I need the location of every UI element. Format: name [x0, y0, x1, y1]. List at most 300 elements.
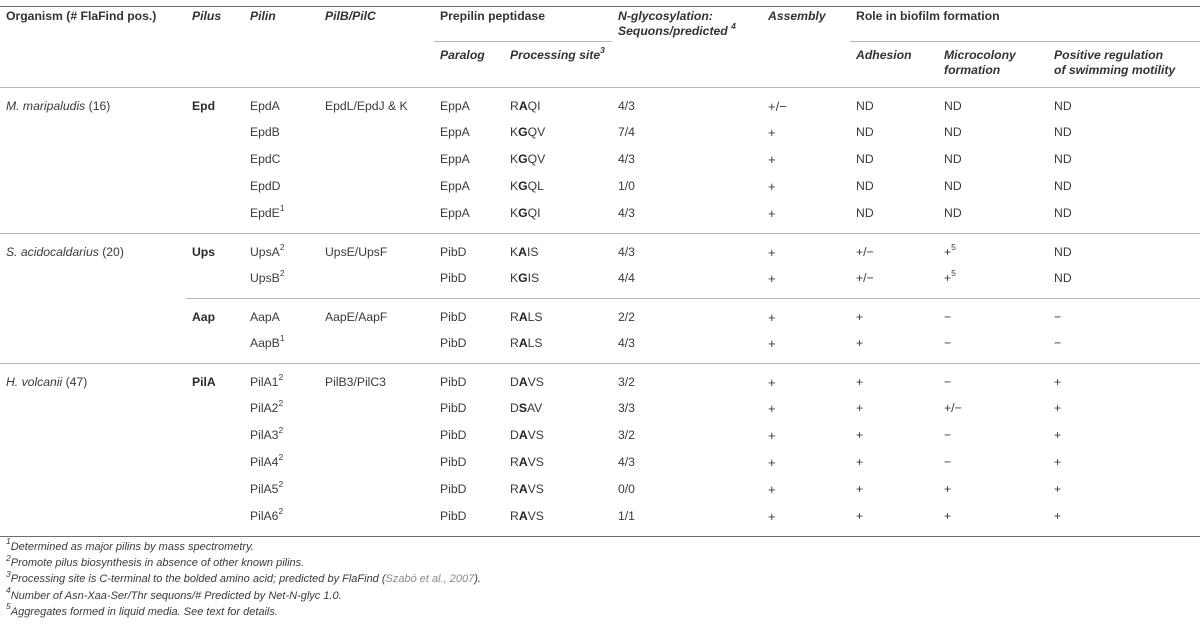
microcolony-value: +: [944, 245, 952, 259]
cell-pilbc: [319, 271, 434, 299]
cell-processing-site: [504, 88, 612, 126]
cell-organism: [0, 509, 186, 537]
pilin-name: EpdD: [250, 179, 281, 193]
footnote-text-end: ).: [474, 573, 481, 586]
pilin-footnote: 1: [279, 202, 285, 213]
col-adhesion: Adhesion: [856, 48, 912, 62]
microcolony-value: ND: [944, 125, 962, 139]
site-bold: A: [518, 375, 528, 389]
col-processing-site: [504, 42, 612, 88]
site-post: AV: [526, 401, 543, 415]
cell-pilin: [244, 179, 319, 206]
footnote-number: 5: [6, 601, 11, 612]
cell-adhesion: +: [856, 455, 864, 469]
cell-paralog: EppA: [440, 179, 470, 193]
site-bold: G: [518, 179, 528, 193]
cell-microcolony: [938, 88, 1048, 126]
microcolony-line2: formation: [944, 63, 1001, 77]
cell-microcolony: [938, 455, 1048, 482]
cell-assembly: +: [768, 428, 776, 443]
site-post: QV: [527, 125, 546, 139]
site-pre: D: [510, 428, 519, 442]
table-row: [0, 234, 1200, 272]
cell-organism: [0, 152, 186, 179]
cell-assembly: +: [768, 509, 776, 524]
cell-pilbc: PilB3/PilC3: [325, 375, 386, 389]
site-post: QI: [527, 99, 541, 113]
cell-paralog: EppA: [440, 125, 470, 139]
cell-pilus: [186, 179, 244, 206]
site-pre: R: [510, 310, 519, 324]
cell-swimming: +: [1054, 428, 1062, 442]
cell-pilin: [244, 505, 319, 537]
pilin-name: EpdE: [250, 206, 280, 220]
organism-count: (47): [62, 375, 88, 389]
organism-count: (20): [98, 245, 124, 259]
site-post: IS: [526, 245, 539, 259]
col-pilbc: PilB/PilC: [325, 9, 376, 23]
table-row: [0, 428, 1200, 455]
table-row: [0, 299, 1200, 337]
cell-pilus: [186, 271, 244, 299]
cell-pilus: [186, 509, 244, 537]
col-paralog: Paralog: [440, 48, 485, 62]
site-pre: D: [510, 375, 519, 389]
cell-nglyc: 3/2: [618, 375, 635, 389]
cell-organism: [0, 428, 186, 455]
cell-processing-site: [504, 152, 612, 179]
pilin-footnote: 2: [279, 267, 285, 278]
cell-swimming: +: [1054, 375, 1062, 389]
cell-swimming: +: [1054, 455, 1062, 469]
cell-adhesion: ND: [856, 152, 874, 166]
cell-paralog: EppA: [440, 152, 470, 166]
cell-pilus: [186, 336, 244, 364]
cell-nglyc: 3/3: [618, 401, 635, 415]
cell-assembly: +/−: [768, 99, 787, 114]
cell-swimming: −: [1054, 336, 1062, 350]
microcolony-footnote: 5: [951, 267, 956, 278]
site-pre: K: [510, 125, 519, 139]
cell-adhesion: ND: [856, 179, 874, 193]
microcolony-value: −: [944, 310, 952, 324]
site-pre: R: [510, 482, 519, 496]
cell-pilus: [186, 482, 244, 509]
cell-organism: [0, 125, 186, 152]
pilin-name: UpsB: [250, 271, 280, 285]
pilin-name: PilA5: [250, 482, 279, 496]
site-pre: K: [510, 152, 519, 166]
microcolony-value: −: [944, 428, 952, 442]
cell-nglyc: 4/3: [618, 336, 635, 350]
cell-paralog: PibD: [440, 428, 467, 442]
cell-pilin: [244, 332, 319, 364]
cell-pilbc: [319, 206, 434, 234]
cell-organism: [0, 299, 186, 337]
table-row: [0, 401, 1200, 428]
site-post: QI: [527, 206, 541, 220]
pilin-name: PilA2: [250, 401, 279, 415]
cell-nglyc: 7/4: [618, 125, 635, 139]
cell-pilin: [244, 424, 319, 455]
cell-pilus: [186, 125, 244, 152]
cell-pilbc: UpsE/UpsF: [325, 245, 388, 259]
col-n-glycosylation: [612, 7, 762, 88]
cell-nglyc: 2/2: [612, 299, 762, 337]
table-row: [0, 482, 1200, 509]
cell-pilus: [186, 428, 244, 455]
footnote-text: Determined as major pilins by mass spectrometry.: [10, 541, 254, 553]
footnote-number: 1: [6, 536, 11, 547]
cell-nglyc: 0/0: [618, 482, 635, 496]
site-post: QV: [527, 152, 546, 166]
footnote: [6, 601, 481, 620]
footnote-text: Processing site is C-terminal to the bolded amino acid; predicted by FlaFind (: [10, 573, 386, 586]
cell-processing-site: [504, 428, 612, 455]
cell-organism: [0, 455, 186, 482]
cell-pilin: [244, 152, 319, 179]
cell-organism: [0, 482, 186, 509]
site-pre: R: [510, 509, 519, 523]
cell-processing-site: [504, 401, 612, 428]
table-row: [0, 206, 1200, 234]
site-pre: K: [510, 245, 519, 259]
cell-adhesion: +/−: [856, 271, 874, 285]
cell-organism: [0, 364, 186, 402]
cell-microcolony: [938, 336, 1048, 364]
swim-line1: Positive regulation: [1054, 48, 1164, 62]
cell-pilbc: [319, 401, 434, 428]
table-row: [0, 88, 1200, 126]
footnote-reference-link[interactable]: Szabó et al., 2007: [385, 573, 475, 586]
cell-pilbc: [319, 428, 434, 455]
cell-nglyc: 1/0: [618, 179, 635, 193]
cell-adhesion: +: [856, 336, 864, 350]
site-pre: K: [510, 271, 519, 285]
organism-name: S. acidocaldarius: [6, 245, 99, 259]
pilin-name: EpdA: [250, 99, 280, 113]
cell-adhesion: +: [856, 401, 864, 415]
cell-pilus: Aap: [186, 299, 244, 337]
cell-swimming: ND: [1054, 99, 1072, 113]
cell-nglyc: 4/3: [618, 455, 635, 469]
site-post: IS: [527, 271, 540, 285]
site-pre: K: [510, 206, 519, 220]
cell-assembly: +: [768, 179, 776, 194]
microcolony-value: +: [944, 271, 952, 285]
cell-pilus: [186, 455, 244, 482]
microcolony-value: ND: [944, 99, 962, 113]
cell-adhesion: +: [856, 428, 864, 442]
cell-pilus: Ups: [192, 245, 216, 259]
cell-processing-site: [504, 455, 612, 482]
cell-pilbc: [319, 336, 434, 364]
cell-processing-site: [504, 482, 612, 509]
cell-processing-site: [504, 336, 612, 364]
cell-swimming: −: [1048, 299, 1200, 337]
swim-line2: of swimming motility: [1054, 63, 1176, 77]
cell-pilin: [244, 299, 319, 337]
site-pre: D: [510, 401, 519, 415]
cell-pilin: [244, 125, 319, 152]
col-microcolony: [938, 42, 1048, 88]
footnote-text: Number of Asn-Xaa-Ser/Thr sequons/# Predicted by Net-N-glyc 1.0.: [10, 589, 342, 602]
cell-pilbc: [319, 125, 434, 152]
cell-assembly: +: [768, 271, 776, 286]
site-post: VS: [527, 428, 544, 442]
cell-pilin: [244, 202, 319, 234]
cell-microcolony: [938, 401, 1048, 428]
table-row: [0, 364, 1200, 402]
nglyc-sup: 4: [731, 20, 736, 31]
pilin-footnote: 2: [278, 371, 284, 382]
footnote: [6, 536, 481, 555]
cell-paralog: PibD: [440, 509, 467, 523]
site-pre: R: [510, 99, 519, 113]
cell-nglyc: 4/3: [618, 152, 635, 166]
pilin-name: AapA: [250, 310, 280, 324]
pilin-name: PilA4: [250, 455, 279, 469]
pilin-name: AapB: [250, 336, 280, 350]
table-row: [0, 179, 1200, 206]
processing-site-label: Processing site: [510, 48, 601, 62]
site-bold: A: [518, 245, 527, 259]
pilin-footnote: 2: [278, 397, 284, 408]
cell-adhesion: +: [856, 509, 864, 523]
microcolony-value: +: [944, 482, 952, 496]
microcolony-value: −: [944, 336, 952, 350]
cell-swimming: +: [1054, 401, 1062, 415]
cell-paralog: PibD: [440, 401, 467, 415]
site-pre: R: [510, 336, 519, 350]
pilin-footnote: 2: [278, 424, 284, 435]
cell-organism: [0, 206, 186, 234]
processing-site-sup: 3: [600, 44, 605, 55]
cell-paralog: PibD: [440, 271, 467, 285]
cell-pilin: [244, 451, 319, 482]
table-body: [0, 88, 1200, 537]
cell-assembly: +: [768, 245, 776, 260]
cell-pilin: [244, 364, 319, 402]
table-row: [0, 455, 1200, 482]
cell-assembly: +: [768, 482, 776, 497]
cell-adhesion: +: [850, 299, 938, 337]
pilin-footnote: 2: [278, 451, 284, 462]
cell-organism: [0, 401, 186, 428]
cell-adhesion: ND: [856, 99, 874, 113]
cell-processing-site: [504, 206, 612, 234]
cell-adhesion: +: [856, 482, 864, 496]
nglyc-line1: N-glycosylation:: [618, 9, 713, 23]
header-row-1: [0, 7, 1200, 42]
cell-paralog: EppA: [440, 206, 470, 220]
site-bold: A: [518, 482, 528, 496]
cell-pilus: PilA: [192, 375, 216, 389]
site-bold: A: [518, 336, 528, 350]
cell-microcolony: [938, 364, 1048, 402]
table-row: [0, 271, 1200, 299]
cell-microcolony: [938, 482, 1048, 509]
table-row: [0, 152, 1200, 179]
cell-pilbc: EpdL/EpdJ & K: [325, 99, 408, 113]
footnote-text: Promote pilus biosynthesis in absence of other known pilins.: [10, 557, 305, 570]
col-pilin: Pilin: [250, 9, 276, 23]
site-post: QL: [527, 179, 544, 193]
cell-processing-site: [504, 125, 612, 152]
footnote: [6, 584, 481, 604]
organism-name: H. volcanii: [6, 375, 63, 389]
pilin-name: PilA1: [250, 375, 279, 389]
cell-pilbc: AapE/AapF: [319, 299, 434, 337]
cell-nglyc: 4/3: [618, 245, 635, 259]
table-row: [0, 125, 1200, 152]
site-post: VS: [527, 509, 544, 523]
cell-pilbc: [319, 179, 434, 206]
cell-swimming: ND: [1054, 125, 1072, 139]
cell-pilus: [186, 206, 244, 234]
cell-microcolony: [938, 267, 1048, 299]
site-bold: A: [518, 455, 528, 469]
footnote-text: Aggregates formed in liquid media. See text for details.: [10, 605, 278, 618]
col-prepilin-peptidase: Prepilin peptidase: [434, 7, 612, 42]
cell-pilbc: [319, 509, 434, 537]
cell-pilus: [186, 401, 244, 428]
cell-microcolony: [938, 125, 1048, 152]
pilin-name: PilA6: [250, 509, 279, 523]
site-post: LS: [527, 336, 543, 350]
microcolony-value: ND: [944, 179, 962, 193]
cell-nglyc: 1/1: [618, 509, 635, 523]
cell-swimming: ND: [1054, 271, 1072, 285]
cell-pilin: [244, 478, 319, 509]
cell-organism: [0, 234, 186, 272]
site-bold: G: [518, 125, 528, 139]
footnote-number: 2: [6, 552, 11, 563]
site-bold: G: [518, 206, 528, 220]
site-post: VS: [527, 482, 544, 496]
site-bold: G: [518, 271, 528, 285]
cell-processing-site: [504, 509, 612, 537]
cell-paralog: PibD: [440, 336, 467, 350]
site-bold: G: [518, 152, 528, 166]
cell-microcolony: [938, 179, 1048, 206]
cell-organism: [0, 271, 186, 299]
cell-pilus: [186, 152, 244, 179]
footnote-number: 4: [6, 584, 11, 595]
cell-assembly: +: [768, 152, 776, 167]
cell-assembly: +: [768, 401, 776, 416]
cell-assembly: +: [768, 375, 776, 390]
microcolony-value: ND: [944, 206, 962, 220]
cell-assembly: +: [768, 455, 776, 470]
cell-paralog: PibD: [434, 299, 504, 337]
pilin-name: UpsA: [250, 245, 280, 259]
pilin-footnote: 2: [278, 505, 284, 516]
nglyc-line2: Sequons/predicted: [618, 24, 728, 38]
cell-assembly: +: [768, 125, 776, 140]
footnote: [6, 568, 481, 587]
site-pre: R: [510, 455, 519, 469]
cell-swimming: +: [1054, 509, 1062, 523]
microcolony-value: −: [944, 455, 952, 469]
cell-nglyc: 4/3: [618, 99, 635, 113]
footnote: [6, 552, 481, 571]
cell-swimming: ND: [1054, 206, 1072, 220]
pilin-footnote: 1: [279, 332, 285, 343]
pilin-table: [0, 6, 1200, 537]
cell-microcolony: [938, 234, 1048, 272]
cell-processing-site: [504, 234, 612, 272]
cell-paralog: PibD: [440, 375, 467, 389]
site-pre: K: [510, 179, 519, 193]
cell-swimming: ND: [1054, 179, 1072, 193]
pilin-footnote: 2: [278, 478, 284, 489]
microcolony-footnote: 5: [951, 241, 956, 252]
cell-pilbc: [319, 152, 434, 179]
cell-microcolony: [938, 509, 1048, 537]
site-post: LS: [527, 310, 543, 324]
pilin-footnote: 2: [279, 241, 285, 252]
cell-swimming: ND: [1054, 245, 1072, 259]
cell-microcolony: [938, 152, 1048, 179]
cell-paralog: PibD: [440, 482, 467, 496]
table-row: [0, 509, 1200, 537]
cell-organism: [0, 179, 186, 206]
cell-pilbc: [319, 482, 434, 509]
col-pilus: Pilus: [192, 9, 222, 23]
pilin-name: PilA3: [250, 428, 279, 442]
pilin-name: EpdB: [250, 125, 280, 139]
cell-organism: [0, 88, 186, 126]
site-bold: A: [518, 509, 528, 523]
organism-name: M. maripaludis: [6, 99, 86, 113]
cell-processing-site: [504, 179, 612, 206]
cell-nglyc: 3/2: [618, 428, 635, 442]
cell-microcolony: [938, 206, 1048, 234]
cell-pilin: [244, 234, 319, 272]
col-swimming: [1048, 42, 1200, 88]
col-organism: Organism (# FlaFind pos.): [6, 9, 157, 23]
cell-paralog: PibD: [440, 455, 467, 469]
site-bold: A: [518, 428, 528, 442]
microcolony-value: +/−: [944, 401, 962, 415]
cell-organism: [0, 336, 186, 364]
organism-count: (16): [85, 99, 111, 113]
cell-adhesion: +/−: [856, 245, 874, 259]
cell-processing-site: [504, 271, 612, 299]
site-post: VS: [527, 455, 544, 469]
cell-swimming: +: [1054, 482, 1062, 496]
cell-assembly: +: [768, 206, 776, 221]
cell-nglyc: 4/4: [618, 271, 635, 285]
table-row: [0, 336, 1200, 364]
site-post: VS: [527, 375, 544, 389]
cell-microcolony: [938, 299, 1048, 337]
cell-processing-site: [504, 364, 612, 402]
cell-pilin: [244, 88, 319, 126]
cell-paralog: EppA: [440, 99, 470, 113]
pilin-name: EpdC: [250, 152, 281, 166]
cell-paralog: PibD: [440, 245, 467, 259]
site-bold: A: [518, 310, 528, 324]
cell-pilbc: [319, 455, 434, 482]
col-biofilm: Role in biofilm formation: [850, 7, 1200, 42]
microcolony-value: +: [944, 509, 952, 523]
site-bold: S: [518, 401, 527, 415]
cell-swimming: ND: [1054, 152, 1072, 166]
cell-adhesion: +: [856, 375, 864, 389]
cell-pilin: [244, 267, 319, 299]
